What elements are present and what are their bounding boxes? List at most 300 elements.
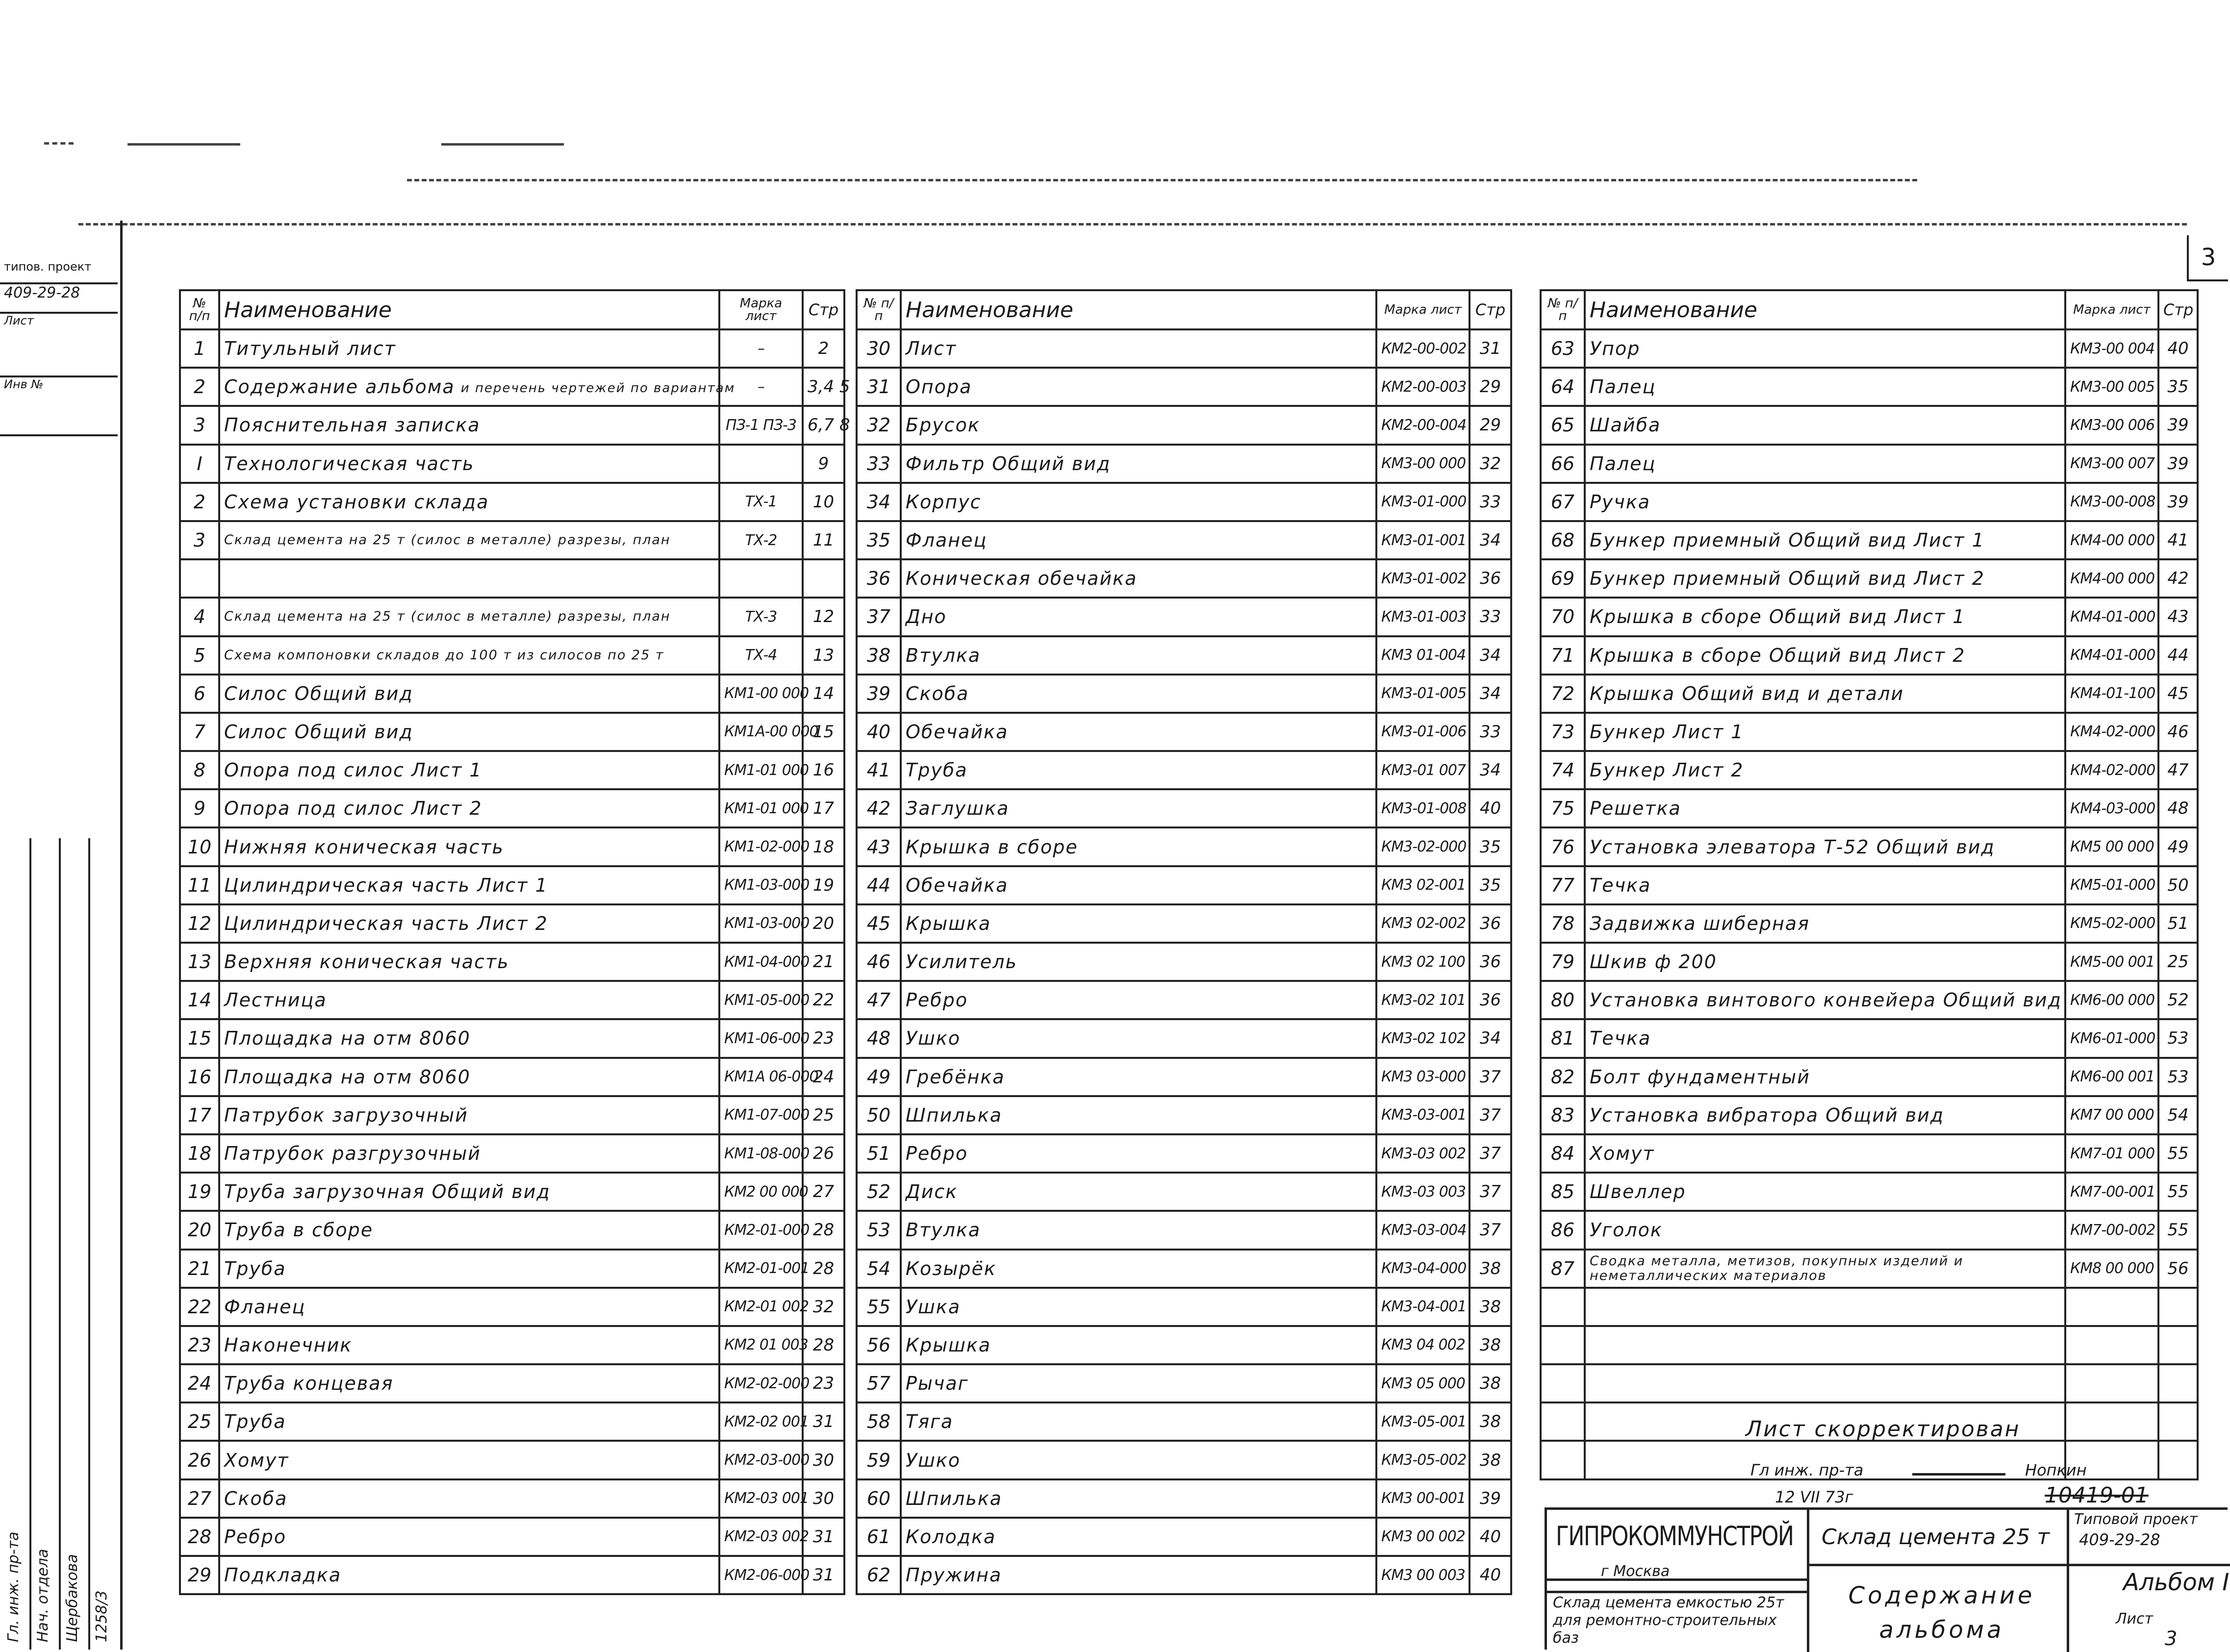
row-mark: КМ3-02-000 [1376, 827, 1470, 866]
row-name [901, 1364, 1376, 1402]
table-row [180, 598, 844, 636]
row-name [901, 1134, 1376, 1173]
row-name-text: Опора под силос Лист 1 [224, 759, 482, 781]
row-name [1585, 751, 2065, 789]
row-page: 6,7 8 [803, 406, 844, 444]
row-number: I [180, 445, 219, 483]
table-row [857, 1518, 1511, 1556]
table-row [1541, 445, 2198, 483]
row-page: 39 [2158, 483, 2198, 521]
row-page: 18 [803, 827, 844, 866]
row-name [901, 521, 1376, 559]
row-page: 47 [2158, 751, 2198, 789]
row-name-text: Обечайка [906, 721, 1009, 743]
row-number: 37 [857, 598, 901, 636]
margin-column-line [59, 838, 61, 1650]
row-mark: КМ1-07-000 [719, 1096, 803, 1134]
row-name-text: Швеллер [1590, 1181, 1686, 1203]
row-name-text: Обечайка [906, 874, 1009, 896]
row-mark: КМ3-03-001 [1376, 1096, 1470, 1134]
row-page: 38 [1470, 1288, 1511, 1326]
margin-column-line [88, 838, 90, 1650]
row-name [1585, 329, 2065, 368]
row-number: 54 [857, 1250, 901, 1288]
row-name [901, 675, 1376, 713]
row-name-text: Ушко [906, 1027, 961, 1050]
row-page: 21 [803, 943, 844, 981]
org-city: г Москва [1601, 1563, 1670, 1580]
row-name [1585, 368, 2065, 406]
row-number: 8 [180, 751, 219, 789]
row-number: 40 [857, 713, 901, 751]
row-number: 67 [1541, 483, 1585, 521]
row-number: 76 [1541, 827, 1585, 866]
row-number: 42 [857, 789, 901, 827]
row-name-text: Гребёнка [906, 1066, 1005, 1088]
row-name [219, 789, 719, 827]
correction-name: Нопкин [2025, 1461, 2087, 1479]
table-row [857, 866, 1511, 904]
row-name-text: Болт фундаментный [1590, 1066, 1810, 1088]
row-mark: КМ2-03 001 [719, 1479, 803, 1518]
row-page: 33 [1470, 483, 1511, 521]
row-mark: КМ4-02-000 [2065, 751, 2158, 789]
row-number: 33 [857, 445, 901, 483]
row-name-text: Лист [906, 338, 957, 360]
table-row [180, 1518, 844, 1556]
row-number: 62 [857, 1556, 901, 1594]
scan-artifact-line [441, 143, 564, 146]
table-row [857, 827, 1511, 866]
row-name-text: Наконечник [224, 1334, 353, 1356]
row-page: 24 [803, 1058, 844, 1096]
row-page [803, 559, 844, 598]
row-number: 55 [857, 1288, 901, 1326]
table-row [857, 1211, 1511, 1249]
row-name [219, 1250, 719, 1288]
margin-signature: Нач. отдела [34, 1549, 51, 1642]
correction-signature [1912, 1458, 2005, 1476]
row-name [1585, 827, 2065, 866]
row-name-text: Диск [906, 1181, 958, 1203]
row-name-text: Площадка на отм 8060 [224, 1027, 471, 1050]
row-number: 14 [180, 981, 219, 1019]
row-name [219, 1441, 719, 1479]
row-name [901, 406, 1376, 444]
row-page: 36 [1470, 904, 1511, 943]
row-number: 73 [1541, 713, 1585, 751]
row-page: 53 [2158, 1019, 2198, 1057]
row-number: 69 [1541, 559, 1585, 598]
row-name [901, 1019, 1376, 1057]
row-page: 33 [1470, 713, 1511, 751]
row-page: 37 [1470, 1134, 1511, 1173]
row-name [901, 1096, 1376, 1134]
row-name [1585, 598, 2065, 636]
row-number: 85 [1541, 1173, 1585, 1211]
row-name [219, 943, 719, 981]
row-name-text: Труба [224, 1257, 286, 1279]
row-name [901, 789, 1376, 827]
row-name [219, 1288, 719, 1326]
table-row [857, 1173, 1511, 1211]
row-mark: КМ4-01-000 [2065, 636, 2158, 675]
row-page: 27 [803, 1173, 844, 1211]
row-name-text: Технологическая часть [224, 452, 475, 475]
row-number: 23 [180, 1326, 219, 1364]
row-name [901, 1441, 1376, 1479]
row-page: 43 [2158, 598, 2198, 636]
row-number: 50 [857, 1096, 901, 1134]
row-page: 34 [1470, 675, 1511, 713]
row-number: 4 [180, 598, 219, 636]
row-name-text: Цилиндрическая часть Лист 2 [224, 912, 548, 934]
row-mark: КМ1А-00 000 [719, 713, 803, 751]
row-page [2158, 1288, 2198, 1326]
row-name [219, 827, 719, 866]
row-number: 71 [1541, 636, 1585, 675]
row-number [1541, 1288, 1585, 1326]
table-row [857, 483, 1511, 521]
row-mark: КМ3-01-006 [1376, 713, 1470, 751]
row-mark: КМ2-01 002 [719, 1288, 803, 1326]
header-name: Наименование [219, 290, 719, 329]
row-mark: КМ2 00 000 [719, 1173, 803, 1211]
row-name [1585, 943, 2065, 981]
row-name-text: Труба загрузочная Общий вид [224, 1181, 551, 1203]
row-name-text: Силос Общий вид [224, 721, 413, 743]
correction-date: 12 VII 73г [1775, 1488, 1853, 1506]
table-row [180, 1134, 844, 1173]
row-name [1585, 1211, 2065, 1249]
margin-sheet-label: Лист [0, 314, 118, 377]
row-number: 12 [180, 904, 219, 943]
row-number: 83 [1541, 1096, 1585, 1134]
table-row [180, 904, 844, 943]
row-page: 28 [803, 1250, 844, 1288]
header-no: № п/п [1541, 290, 1585, 329]
row-name [219, 866, 719, 904]
row-name [219, 368, 735, 406]
row-page: 2 [803, 329, 844, 368]
row-page: 55 [2158, 1173, 2198, 1211]
row-mark: КМ5-00 001 [2065, 943, 2158, 981]
row-mark: КМ5-02-000 [2065, 904, 2158, 943]
scan-artifact-line [407, 179, 1917, 181]
table-row [857, 789, 1511, 827]
row-mark: КМ1-06-000 [719, 1019, 803, 1057]
table-row [180, 1288, 844, 1326]
row-page: 39 [2158, 445, 2198, 483]
row-mark: КМ3 01-004 [1376, 636, 1470, 675]
table-row [857, 1556, 1511, 1594]
row-mark: КМ3 04 002 [1376, 1326, 1470, 1364]
row-page: 14 [803, 675, 844, 713]
table-row [1541, 713, 2198, 751]
table-row [857, 1402, 1511, 1441]
row-page: 36 [1470, 981, 1511, 1019]
table-row [180, 1250, 844, 1288]
row-mark: КМ3-02 102 [1376, 1019, 1470, 1057]
row-name [219, 1402, 719, 1441]
row-page [2158, 1402, 2198, 1441]
table-row [1541, 559, 2198, 598]
row-page: 40 [1470, 789, 1511, 827]
row-name-text: Скоба [224, 1487, 288, 1509]
table-header [1541, 290, 2198, 329]
row-number: 78 [1541, 904, 1585, 943]
row-number: 63 [1541, 329, 1585, 368]
row-number: 1 [180, 329, 219, 368]
row-number: 70 [1541, 598, 1585, 636]
row-page: 50 [2158, 866, 2198, 904]
row-mark: КМ2-01-001 [719, 1250, 803, 1288]
row-number: 6 [180, 675, 219, 713]
margin-project-no: 409-29-28 [0, 284, 118, 314]
row-number: 26 [180, 1441, 219, 1479]
row-mark: ТХ-1 [719, 483, 803, 521]
row-mark: КМ3-04-000 [1376, 1250, 1470, 1288]
row-mark: ТХ-3 [719, 598, 803, 636]
row-page: 40 [1470, 1518, 1511, 1556]
row-name-text: Брусок [906, 414, 980, 436]
table-row [857, 1326, 1511, 1364]
row-number [1541, 1364, 1585, 1402]
table-row [857, 751, 1511, 789]
row-mark: КМ3 00 003 [1376, 1556, 1470, 1594]
row-mark: КМ3-01-001 [1376, 521, 1470, 559]
table-row [1541, 1058, 2198, 1096]
row-mark: КМ2-03-000 [719, 1441, 803, 1479]
row-number: 9 [180, 789, 219, 827]
row-number: 22 [180, 1288, 219, 1326]
row-mark: КМ3-02 101 [1376, 981, 1470, 1019]
table-row [180, 827, 844, 866]
table-row [857, 521, 1511, 559]
row-mark: КМ2 01 003 [719, 1326, 803, 1364]
row-name [219, 329, 719, 368]
table-row [1541, 483, 2198, 521]
row-page: 3,4 5 [803, 368, 844, 406]
row-number: 27 [180, 1479, 219, 1518]
row-mark: КМ3-04-001 [1376, 1288, 1470, 1326]
row-page: 41 [2158, 521, 2198, 559]
row-number: 87 [1541, 1250, 1585, 1288]
row-name-text: Труба в сборе [224, 1219, 374, 1241]
correction-number: 10419-01 [2045, 1483, 2149, 1508]
row-name-text: Крышка [906, 1334, 991, 1356]
row-number: 3 [180, 406, 219, 444]
table-row [857, 675, 1511, 713]
row-page: 31 [803, 1518, 844, 1556]
row-page: 38 [1470, 1326, 1511, 1364]
row-mark: КМ4-01-000 [2065, 598, 2158, 636]
row-number: 15 [180, 1019, 219, 1057]
table-row [857, 1096, 1511, 1134]
row-number: 86 [1541, 1211, 1585, 1249]
row-mark: КМ7-00-001 [2065, 1173, 2158, 1211]
table-row [180, 1402, 844, 1441]
row-page: 35 [2158, 368, 2198, 406]
row-name-text: Схема установки склада [224, 491, 489, 513]
row-page: 36 [1470, 943, 1511, 981]
table-row [857, 1364, 1511, 1402]
tb-sheet-label: Лист [2116, 1610, 2154, 1627]
row-name [901, 1288, 1376, 1326]
row-page: 34 [1470, 636, 1511, 675]
row-page: 56 [2158, 1250, 2198, 1288]
row-number: 46 [857, 943, 901, 981]
row-name-text: Заглушка [906, 798, 1010, 820]
page-number: 3 [2187, 235, 2228, 281]
row-number: 56 [857, 1326, 901, 1364]
row-name-text: Усилитель [906, 951, 1017, 973]
row-number: 5 [180, 636, 219, 675]
frame-top-line [78, 223, 2187, 225]
row-page [2158, 1364, 2198, 1402]
row-name-text: Склад цемента на 25 т (силос в металле) разрезы, план [224, 609, 671, 625]
row-name [1585, 1058, 2065, 1096]
row-name [901, 943, 1376, 981]
row-name-text: Фильтр Общий вид [906, 452, 1111, 475]
table-row [857, 1019, 1511, 1057]
table-row [857, 943, 1511, 981]
row-mark: КМ7-01 000 [2065, 1134, 2158, 1173]
title-block-divider [1547, 1578, 1807, 1581]
row-mark: КМ3-00-008 [2065, 483, 2158, 521]
row-number: 24 [180, 1364, 219, 1402]
row-name [901, 1402, 1376, 1441]
title-block-divider [2067, 1510, 2069, 1652]
margin-signature: Гл. инж. пр-та [5, 1531, 22, 1642]
row-page: 34 [1470, 521, 1511, 559]
row-mark: КМ3-00 004 [2065, 329, 2158, 368]
row-number: 32 [857, 406, 901, 444]
row-number: 19 [180, 1173, 219, 1211]
row-mark: КМ3-01-002 [1376, 559, 1470, 598]
row-number [1541, 1326, 1585, 1364]
row-page: 45 [2158, 675, 2198, 713]
row-name-text: Нижняя коническая часть [224, 836, 504, 858]
table-row [1541, 598, 2198, 636]
table-row [180, 406, 844, 444]
table-row [1541, 904, 2198, 943]
row-number: 35 [857, 521, 901, 559]
header-mark: Марка лист [1376, 290, 1470, 329]
row-number: 34 [857, 483, 901, 521]
row-number [1541, 1441, 1585, 1479]
table-row [180, 943, 844, 981]
row-name-text: Цилиндрическая часть Лист 1 [224, 874, 548, 896]
row-page: 23 [803, 1364, 844, 1402]
table-row [857, 1058, 1511, 1096]
row-name [219, 1019, 719, 1057]
row-mark: КМ2-00-003 [1376, 368, 1470, 406]
row-mark: КМ2-02-000 [719, 1364, 803, 1402]
table-row [180, 1556, 844, 1594]
row-name-text: Шкив ф 200 [1590, 951, 1717, 973]
row-number: 61 [857, 1518, 901, 1556]
row-number: 21 [180, 1250, 219, 1288]
row-name [901, 1250, 1376, 1288]
row-page: 13 [803, 636, 844, 675]
table-row [1541, 1250, 2198, 1288]
typical-project-label: Типовой проект [2074, 1511, 2198, 1528]
row-name-text: Крышка в сборе Общий вид Лист 1 [1590, 606, 1966, 628]
row-mark: КМ3-05-001 [1376, 1402, 1470, 1441]
table-row [180, 866, 844, 904]
row-name [1585, 1096, 2065, 1134]
project-description: Склад цемента емкостью 25т для ремонтно-строительных баз [1553, 1594, 1784, 1647]
row-page: 28 [803, 1211, 844, 1249]
row-page: 37 [1470, 1096, 1511, 1134]
project-title: Склад цемента 25 т [1822, 1525, 2050, 1550]
title-block-divider [1547, 1591, 1807, 1593]
row-number: 30 [857, 329, 901, 368]
row-name [219, 636, 719, 675]
row-name [219, 559, 719, 598]
row-page: 44 [2158, 636, 2198, 675]
row-number: 82 [1541, 1058, 1585, 1096]
title-block [1545, 1507, 2228, 1650]
row-name-text: Крышка в сборе [906, 836, 1078, 858]
row-number: 68 [1541, 521, 1585, 559]
row-mark: КМ3-01 007 [1376, 751, 1470, 789]
row-number: 84 [1541, 1134, 1585, 1173]
row-number: 64 [1541, 368, 1585, 406]
row-name-text: Козырёк [906, 1257, 996, 1279]
row-page: 29 [1470, 368, 1511, 406]
row-number: 2 [180, 368, 219, 406]
table-row [180, 1173, 844, 1211]
margin-signature: Щербакова [64, 1554, 81, 1642]
row-number: 3 [180, 521, 219, 559]
row-page: 35 [1470, 866, 1511, 904]
row-mark: – [719, 329, 803, 368]
row-name-text: Верхняя коническая часть [224, 951, 509, 973]
header-page: Стр [803, 290, 844, 329]
row-mark: КМ8 00 000 [2065, 1250, 2158, 1288]
row-name-text: Установка элеватора Т-52 Общий вид [1590, 836, 1995, 858]
header-page: Стр [2158, 290, 2198, 329]
row-name-text: Втулка [906, 1219, 981, 1241]
row-name [901, 1326, 1376, 1364]
row-name [901, 827, 1376, 866]
row-mark: КМ3 05 000 [1376, 1364, 1470, 1402]
row-number [180, 559, 219, 598]
row-page: 28 [803, 1326, 844, 1364]
row-name [219, 1479, 719, 1518]
row-name [1585, 675, 2065, 713]
table-row [180, 981, 844, 1019]
row-mark [2065, 1288, 2158, 1326]
table-row [180, 368, 844, 406]
row-mark: КМ2-00-004 [1376, 406, 1470, 444]
row-name-text: Решетка [1590, 798, 1681, 820]
row-page: 37 [1470, 1173, 1511, 1211]
row-name-text: Ребро [906, 1143, 968, 1165]
row-page: 51 [2158, 904, 2198, 943]
row-name-text: Склад цемента на 25 т (силос в металле) разрезы, план [224, 532, 671, 548]
row-number: 17 [180, 1096, 219, 1134]
scan-artifact-line [44, 142, 74, 145]
row-mark: КМ1-05-000 [719, 981, 803, 1019]
row-name [901, 1556, 1376, 1594]
row-page: 38 [1470, 1364, 1511, 1402]
row-mark: ТХ-2 [719, 521, 803, 559]
row-name [901, 1479, 1376, 1518]
row-name [901, 1211, 1376, 1249]
